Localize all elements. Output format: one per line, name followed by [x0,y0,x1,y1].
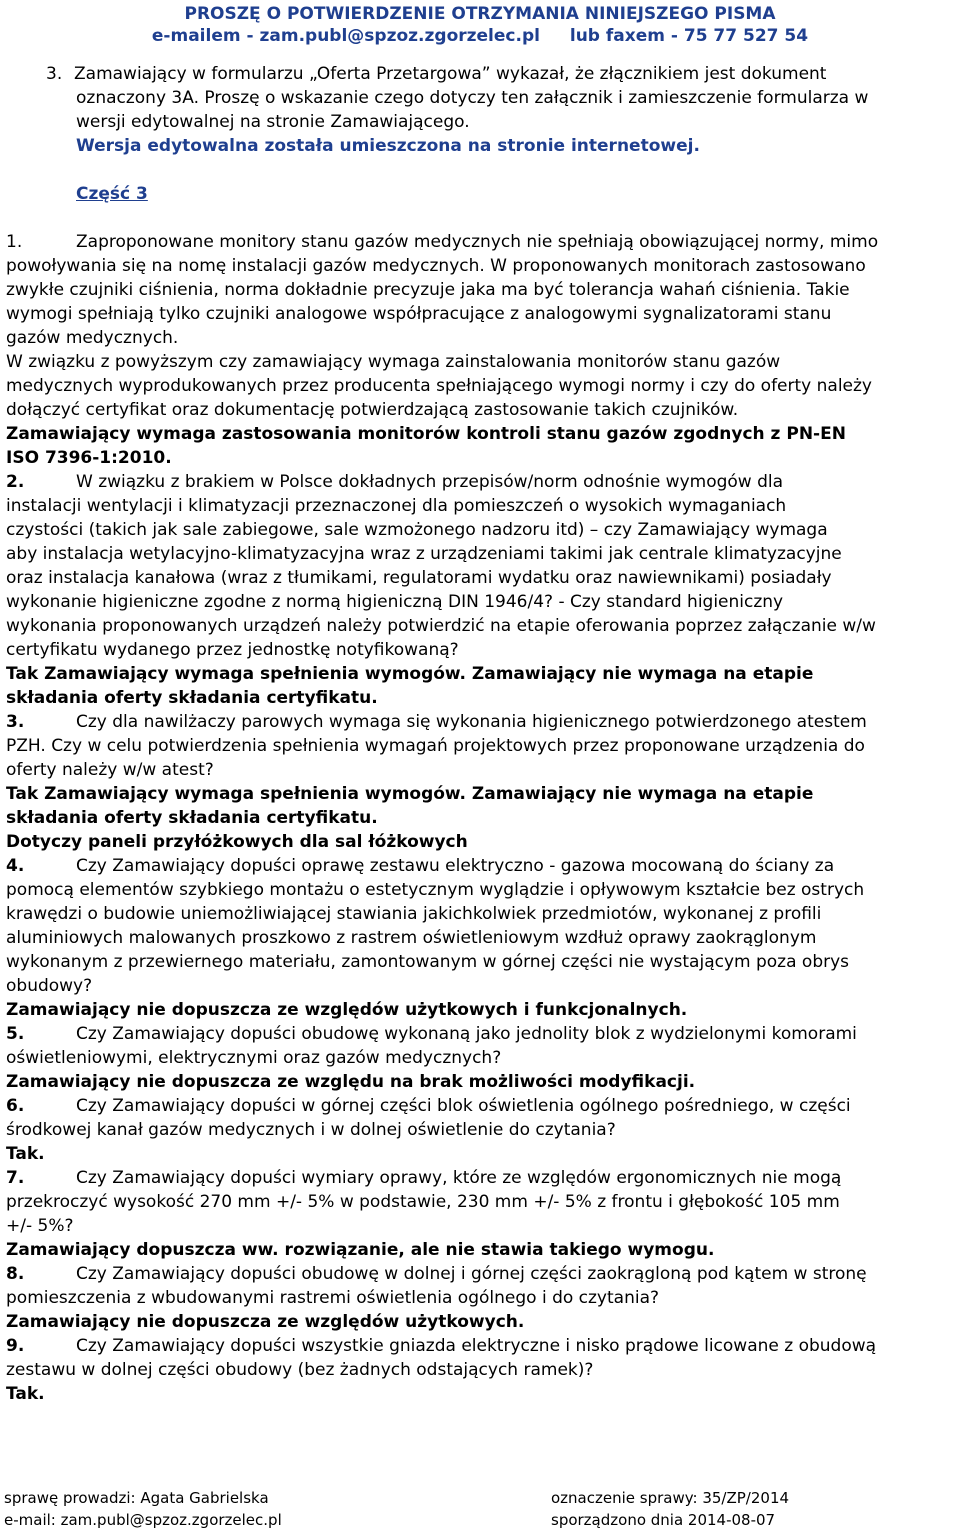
q1-line-3: zwykłe czujniki ciśnienia, norma dokładnie precyzuje jaka ma być tolerancja wahań ciśnienia. Takie [6,280,850,300]
header-contact-line [0,26,960,46]
footer-email: e-mail: zam.publ@spzoz.zgorzelec.pl [4,1511,282,1529]
q2-answer-1: Tak Zamawiający wymaga spełnienia wymogów. Zamawiający nie wymaga na etapie [6,664,814,684]
q4-text-1: Czy Zamawiający dopuści oprawę zestawu elektryczno - gazowa mocowaną do ściany za [76,856,835,876]
q1-line-4: wymogi spełniają tylko czujniki analogowe współpracujące z analogowymi sygnalizatorami stanu [6,304,832,324]
q4-line-2: pomocą elementów szybkiego montażu o estetycznym wyglądzie i opływowym kształcie bez ostrych [6,880,865,900]
q5-line-1 [6,1023,857,1045]
q7-number: 7. [6,1168,25,1188]
q2-line-1 [6,471,783,493]
q2-text-1: W związku z brakiem w Polsce dokładnych przepisów/norm odnośnie wymogów dla [76,472,784,492]
q5-answer: Zamawiający nie dopuszcza ze względu na brak możliwości modyfikacji. [6,1072,696,1092]
q2-line-5: oraz instalacja kanałowa (wraz z tłumikami, regulatorami wydatku oraz nawiewnikami) posiadały [6,568,832,588]
q8-answer: Zamawiający nie dopuszcza ze względów użytkowych. [6,1312,525,1332]
panels-heading: Dotyczy paneli przyłóżkowych dla sal łóżkowych [6,832,468,852]
q2-line-8: certyfikatu wydanego przez jednostkę notyfikowaną? [6,640,459,660]
q5-text-1: Czy Zamawiający dopuści obudowę wykonaną jako jednolity blok z wydzielonymi komorami [76,1024,857,1044]
q6-number: 6. [6,1096,25,1116]
footer-date: sporządzono dnia 2014-08-07 [551,1511,776,1529]
q9-answer: Tak. [6,1384,45,1404]
q9-line-1 [6,1335,876,1357]
q2-number: 2. [6,472,25,492]
q7-text-1: Czy Zamawiający dopuści wymiary oprawy, które ze względów ergonomicznych nie mogą [76,1168,842,1188]
q9-line-2: zestawu w dolnej części obudowy (bez żadnych odstających ramek)? [6,1360,594,1380]
footer-case-number: oznaczenie sprawy: 35/ZP/2014 [551,1489,790,1507]
q1-line-2: powoływania się na nomę instalacji gazów medycznych. W proponowanych monitorach zastosowano [6,256,866,276]
section-heading: Część 3 [76,184,148,204]
q1-line-7: medycznych wyprodukowanych przez producenta spełniającego wymogi normy i czy do oferty należy [6,376,872,396]
q9-text-1: Czy Zamawiający dopuści wszystkie gniazda elektryczne i nisko prądowe licowane z obudową [76,1336,877,1356]
q2-answer-2: składania oferty składania certyfikatu. [6,688,378,708]
q3a-answer: Wersja edytowalna została umieszczona na stronie internetowej. [76,136,700,156]
header-confirmation-request: PROSZĘ O POTWIERDZENIE OTRZYMANIA NINIEJSZEGO PISMA [184,4,776,24]
q1-line-6: W związku z powyższym czy zamawiający wymaga zainstalowania monitorów stanu gazów [6,352,781,372]
q1-line-8: dołączyć certyfikat oraz dokumentację potwierdzającą zastosowanie takich czujników. [6,400,739,420]
q3-answer-2: składania oferty składania certyfikatu. [6,808,378,828]
q9-number: 9. [6,1336,25,1356]
q3a-line-2: oznaczony 3A. Proszę o wskazanie czego dotyczy ten załącznik i zamieszczenie formularza w [76,88,869,108]
q1-line-1 [6,231,878,253]
q5-number: 5. [6,1024,25,1044]
q3a-line-1 [46,63,826,85]
q8-text-1: Czy Zamawiający dopuści obudowę w dolnej i górnej części zaokrągloną pod kątem w stronę [76,1264,867,1284]
q1-number: 1. [6,232,23,252]
q8-number: 8. [6,1264,25,1284]
q1-line-5: gazów medycznych. [6,328,179,348]
q4-line-6: obudowy? [6,976,93,996]
q5-line-2: oświetleniowymi, elektrycznymi oraz gazów medycznych? [6,1048,502,1068]
q7-line-2: przekroczyć wysokość 270 mm +/- 5% w podstawie, 230 mm +/- 5% z frontu i głębokość 105 mm [6,1192,840,1212]
q6-line-2: środkowej kanał gazów medycznych i w dolnej oświetlenie do czytania? [6,1120,616,1140]
q6-answer: Tak. [6,1144,45,1164]
header-email-label: e-mailem - [151,26,254,46]
q1-text-1: Zaproponowane monitory stanu gazów medycznych nie spełniają obowiązującej normy, mimo [76,232,879,252]
q1-answer-1: Zamawiający wymaga zastosowania monitorów kontroli stanu gazów zgodnych z PN-EN [6,424,846,444]
q4-number: 4. [6,856,25,876]
q3-line-3: oferty należy w/w atest? [6,760,214,780]
q1-answer-2: ISO 7396-1:2010. [6,448,172,468]
q4-line-4: aluminiowych malowanych proszkowo z rastrem oświetleniowym wzdłuż oprawy zaokrąglonym [6,928,817,948]
footer-handler: sprawę prowadzi: Agata Gabrielska [4,1489,269,1507]
q4-answer: Zamawiający nie dopuszcza ze względów użytkowych i funkcjonalnych. [6,1000,688,1020]
q3-line-1 [6,711,867,733]
q2-line-2: instalacji wentylacji i klimatyzacji przeznaczonej dla pomieszczeń o wysokich wymaganiach [6,496,787,516]
q3-answer-1: Tak Zamawiający wymaga spełnienia wymogów. Zamawiający nie wymaga na etapie [6,784,814,804]
q2-line-4: aby instalacja wetylacyjno-klimatyzacyjna wraz z urządzeniami takimi jak centrale klimatyzacyjne [6,544,842,564]
q4-line-5: wykonanym z przewiernego materiału, zamontowanym w górnej części nie wystającym poza obrys [6,952,850,972]
q7-line-1 [6,1167,841,1189]
q3-text-1: Czy dla nawilżaczy parowych wymaga się wykonania higienicznego potwierdzonego atestem [76,712,867,732]
q6-line-1 [6,1095,851,1117]
q2-line-3: czystości (takich jak sale zabiegowe, sale wzmożonego nadzoru itd) – czy Zamawiający wymaga [6,520,828,540]
q3a-number: 3. [46,64,63,84]
q3a-text-1: Zamawiający w formularzu „Oferta Przetargowa” wykazał, że złącznikiem jest dokument [74,64,827,84]
q2-line-6: wykonanie higieniczne zgodne z normą higieniczną DIN 1946/4? - Czy standard higieniczny [6,592,784,612]
header-fax: lub faxem - 75 77 527 54 [569,26,809,46]
q7-line-3: +/- 5%? [6,1216,74,1236]
q8-line-2: pomieszczenia z wbudowanymi rastremi oświetlenia ogólnego i do czytania? [6,1288,660,1308]
header-email-address: zam.publ@spzoz.zgorzelec.pl [259,26,540,46]
q2-line-7: wykonania proponowanych urządzeń należy potwierdzić na etapie oferowania poprzez załączanie w/w [6,616,876,636]
q3a-line-3: wersji edytowalnej na stronie Zamawiającego. [76,112,470,132]
q4-line-3: krawędzi o budowie uniemożliwiającej stawiania jakichkolwiek przedmiotów, wykonanej z profili [6,904,822,924]
q6-text-1: Czy Zamawiający dopuści w górnej części blok oświetlenia ogólnego pośredniego, w części [76,1096,851,1116]
q3-line-2: PZH. Czy w celu potwierdzenia spełnienia wymagań projektowych przez proponowane urządzenia do [6,736,865,756]
q7-answer: Zamawiający dopuszcza ww. rozwiązanie, ale nie stawia takiego wymogu. [6,1240,715,1260]
q4-line-1 [6,855,834,877]
q8-line-1 [6,1263,867,1285]
q3-number: 3. [6,712,25,732]
